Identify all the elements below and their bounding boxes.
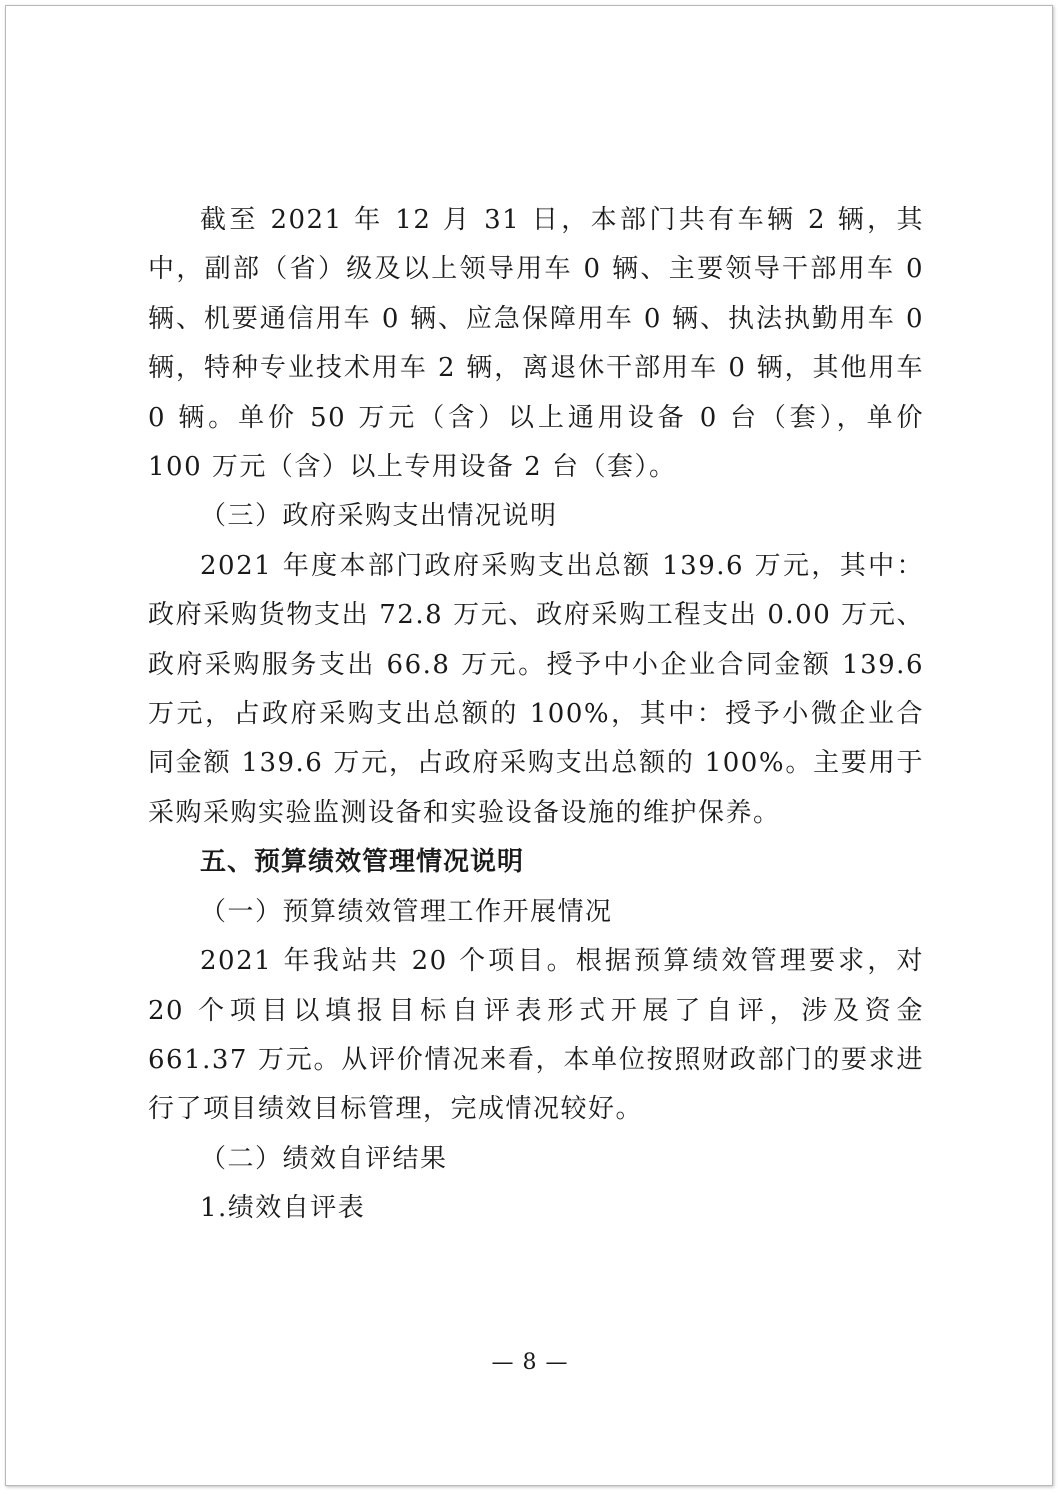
heading-government-procurement: （三）政府采购支出情况说明 [200, 501, 558, 532]
heading-budget-performance: 五、预算绩效管理情况说明 [200, 847, 525, 878]
heading-self-evaluation-results: （二）绩效自评结果 [200, 1143, 448, 1174]
heading-performance-work: （一）预算绩效管理工作开展情况 [200, 896, 613, 927]
page-number: — 8 — [491, 1350, 569, 1375]
document-body [148, 196, 924, 1234]
paragraph-procurement-details: 2021 年度本部门政府采购支出总额 139.6 万元，其中：政府采购货物支出 72.8 万元、政府采购工程支出 0.00 万元、政府采购服务支出 66.8 万元。授予中小企业合同金额 139.6 万元，占政府采购支出总额的 100%，其中：授予小微企业合同金额 139.6 万元，占政府采购支出总额的 100%。主要用于采购采购实验监测设备和实验设备设施的维护保养。 [148, 550, 924, 828]
item-self-evaluation-table: 1.绩效自评表 [200, 1193, 366, 1224]
paragraph-performance-details: 2021 年我站共 20 个项目。根据预算绩效管理要求，对 20 个项目以填报目标自评表形式开展了自评，涉及资金 661.37 万元。从评价情况来看，本单位按照财政部门的要求进行了项目绩效目标管理，完成情况较好。 [148, 946, 924, 1125]
paragraph-vehicles-equipment: 截至 2021 年 12 月 31 日，本部门共有车辆 2 辆，其中，副部（省）级及以上领导用车 0 辆、主要领导干部用车 0 辆、机要通信用车 0 辆、应急保障用车 0 辆、执法执勤用车 0 辆，特种专业技术用车 2 辆，离退休干部用车 0 辆，其他用车 0 辆。单价 50 万元（含）以上通用设备 0 台（套），单价 100 万元（含）以上专用设备 2 台（套）。 [148, 205, 924, 483]
